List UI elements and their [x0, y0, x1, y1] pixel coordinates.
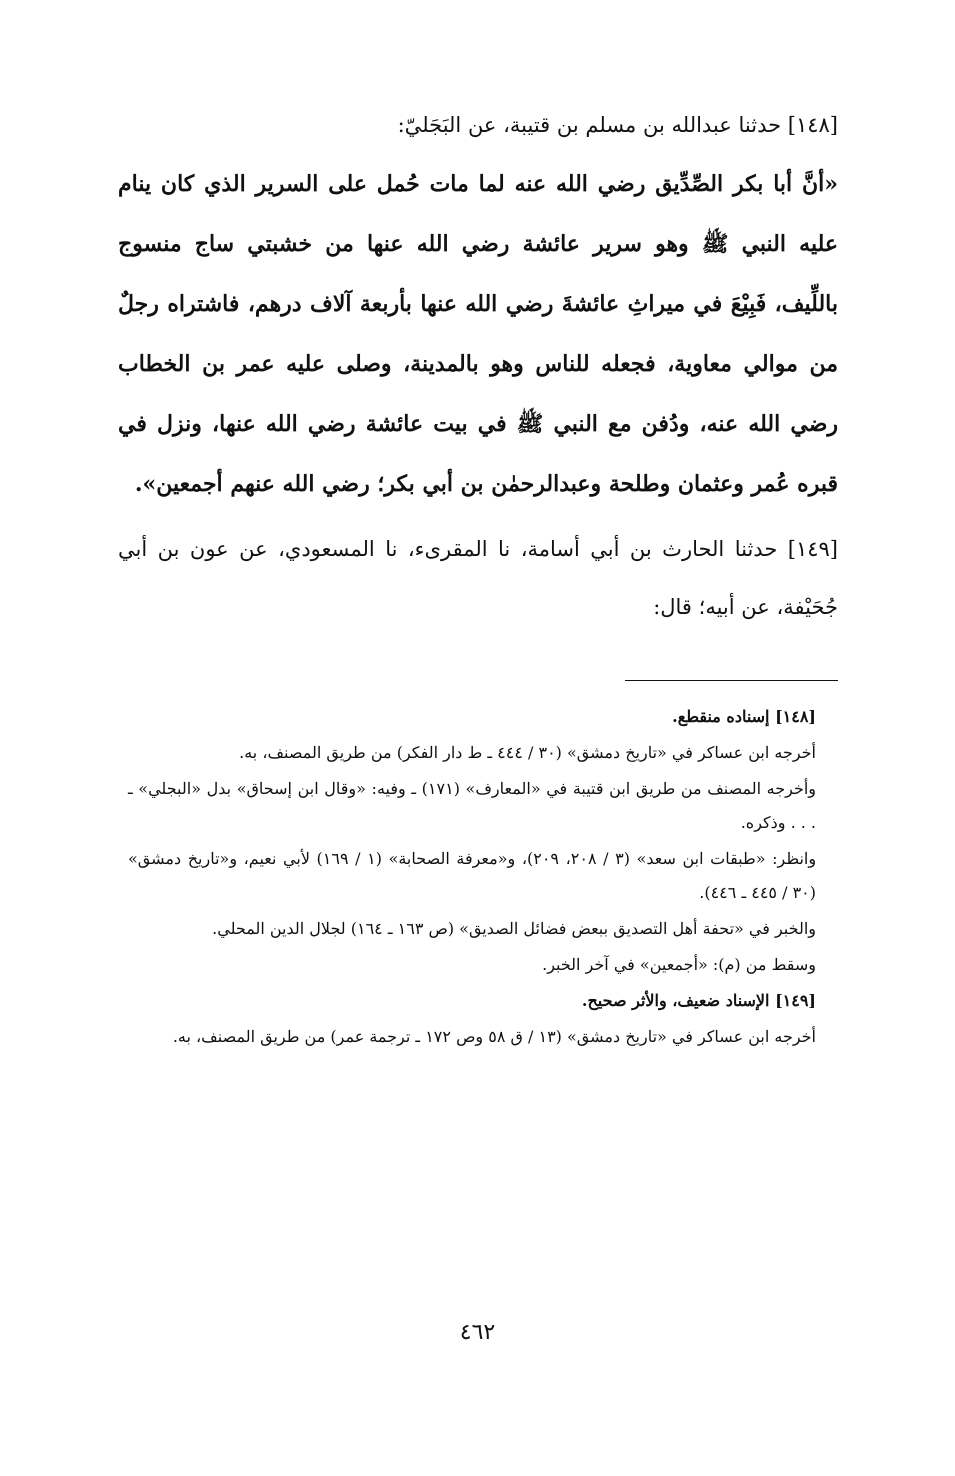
note-148-paragraph: وسقط من (م): «أجمعين» في آخر الخبر.: [542, 955, 816, 974]
page-number: ٤٦٢: [459, 1320, 496, 1345]
note-148-paragraph: وأخرجه المصنف من طريق ابن قتيبة في «المعارف» (١٧١) ـ وفيه: «وقال ابن إسحاق» بدل «البجلي» ـ . . . وذكره.: [128, 779, 817, 832]
note-149-paragraph: أخرجه ابن عساكر في «تاريخ دمشق» (١٣ / ق ٥٨ وص ١٧٢ ـ ترجمة عمر) من طريق المصنف، به.: [172, 1027, 816, 1046]
note-149-status: [١٤٩] الإسناد ضعيف، والأثر صحيح.: [581, 991, 816, 1010]
footnote-separator: [625, 680, 838, 681]
note-148-paragraph: وانظر: «طبقات ابن سعد» (٣ / ٢٠٨، ٢٠٩)، و«معرفة الصحابة» (١ / ١٦٩) لأبي نعيم، و«تاريخ دمشق» (٣٠ / ٤٤٥ ـ ٤٤٦).: [128, 849, 817, 902]
hadith-149-heading: [١٤٩] حدثنا الحارث بن أبي أسامة، نا المقرىء، نا المسعودي، عن عون بن أبي جُحَيْفة، عن أبيه؛ قال:: [118, 537, 838, 619]
note-148-paragraph: والخبر في «تحفة أهل التصديق ببعض فضائل الصديق» (ص ١٦٣ ـ ١٦٤) لجلال الدين المحلي.: [212, 919, 816, 938]
hadith-148-heading: [١٤٨] حدثنا عبدالله بن مسلم بن قتيبة، عن البَجَليّ:: [397, 113, 838, 137]
hadith-148-text: «أنَّ أبا بكر الصِّدِّيق رضي الله عنه لما مات حُمل على السرير الذي كان ينام عليه النبي ﷺ وهو سرير عائشة رضي الله عنها من خشبتي ساج منسوج باللِّيف، فَبِيْعَ في ميراثِ عائشةَ رضي الله عنها بأربعة آلاف درهم، فاشتراه رجلٌ من موالي معاوية، فجعله للناس وهو بالمدينة، وصلى عليه عمر بن الخطاب رضي الله عنه، ودُفن مع النبي ﷺ في بيت عائشة رضي الله عنها، ونزل في قبره عُمر وعثمان وطلحة وعبدالرحمٰن بن أبي بكر؛ رضي الله عنهم أجمعين».: [118, 171, 838, 497]
note-148-paragraph: أخرجه ابن عساكر في «تاريخ دمشق» (٣٠ / ٤٤٤ ـ ط دار الفكر) من طريق المصنف، به.: [239, 743, 816, 762]
note-148-status: [١٤٨] إسناده منقطع.: [672, 707, 816, 726]
footnotes: [128, 700, 838, 1056]
main-text: [118, 96, 838, 636]
